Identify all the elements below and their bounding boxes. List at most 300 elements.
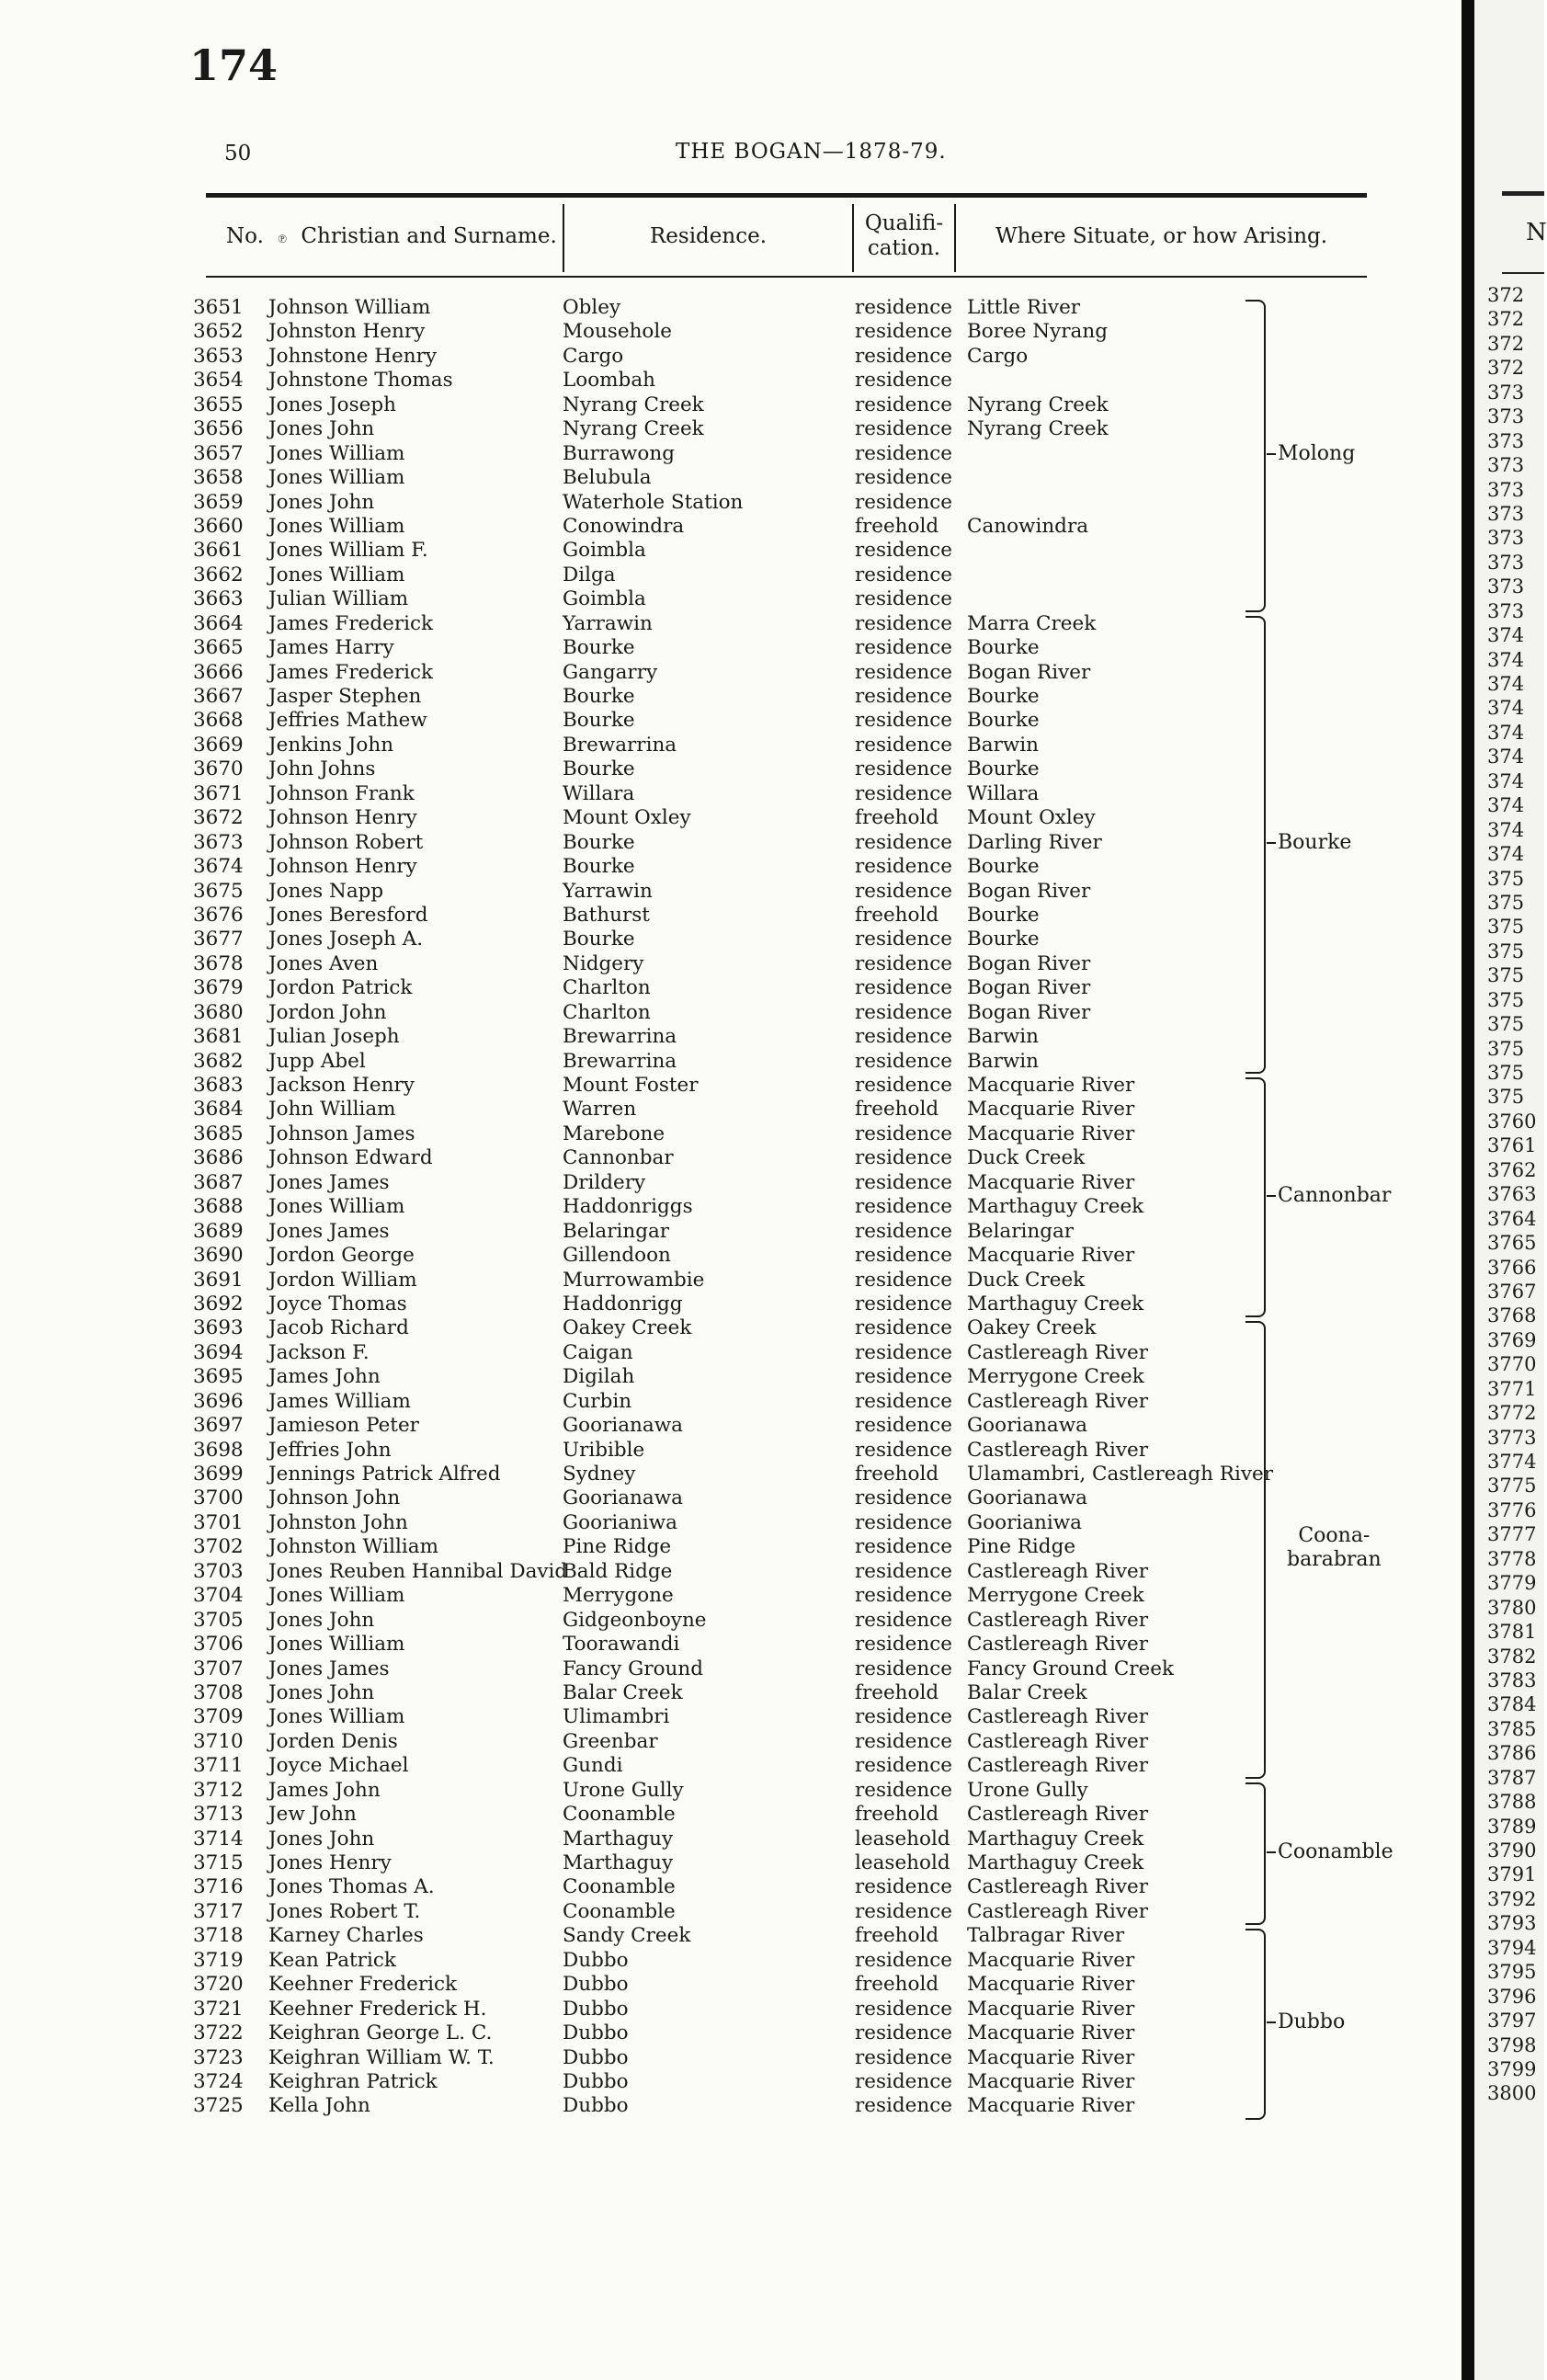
table-row [0,928,1462,951]
entry-residence: Uribible [563,1438,645,1462]
table-row [0,417,1462,441]
entry-name: Jones Joseph A. [268,928,424,951]
table-row [0,1511,1462,1535]
entry-name: Jordon William [268,1268,417,1292]
entry-residence: Haddonriggs [563,1195,693,1219]
entry-qualification: residence [855,1584,953,1608]
column-header-residence: Residence. [649,224,768,248]
entry-name: Johnston William [268,1535,438,1559]
facing-page-number: 3778 [1487,1547,1537,1570]
entry-where-situate: Bourke [967,685,1040,708]
facing-page-number: 375 [1487,891,1525,914]
entry-number: 3669 [193,733,244,757]
entry-where-situate: Marthaguy Creek [967,1851,1144,1874]
table-row [0,1949,1462,1973]
entry-where-situate: Macquarie River [967,1074,1135,1097]
entry-where-situate: Oakey Creek [967,1316,1097,1340]
entry-qualification: residence [855,296,953,319]
district-bracket [1246,1321,1266,1780]
entry-name: Jennings Patrick Alfred [268,1463,501,1486]
column-header-no: No. [226,224,264,248]
entry-name: Jordon Patrick [268,976,413,1000]
entry-qualification: residence [855,636,953,660]
entry-name: Jones Napp [268,879,384,903]
table-row [0,515,1462,539]
facing-page-number: 374 [1487,769,1525,792]
entry-number: 3668 [193,709,244,733]
entry-number: 3680 [193,1000,244,1024]
table-row [0,806,1462,830]
entry-name: Johnstone Henry [268,344,438,368]
table-row [0,1486,1462,1510]
entry-residence: Nyrang Creek [563,393,704,416]
facing-page-number: 3764 [1487,1207,1537,1230]
entry-qualification: residence [855,539,953,563]
entry-qualification: freehold [855,903,939,927]
district-label [1267,442,1355,466]
entry-residence: Toorawandi [563,1633,680,1657]
entry-name: Jones William [268,441,405,465]
facing-page-number: 3781 [1487,1621,1537,1644]
entry-where-situate: Willara [967,781,1040,805]
entry-qualification: freehold [855,1680,939,1704]
facing-page-number: 3783 [1487,1668,1537,1691]
table-row [0,369,1462,393]
entry-name: Keighran Patrick [268,2069,438,2093]
district-name: Molong [1278,441,1356,465]
entry-name: Johnson John [268,1486,401,1510]
bracket-point [1267,2021,1276,2023]
entry-qualification: residence [855,587,953,611]
entry-where-situate: Nyrang Creek [967,393,1109,416]
entry-qualification: residence [855,1510,953,1534]
table-row [0,855,1462,879]
facing-page-number: 372 [1487,357,1525,380]
entry-where-situate: Marra Creek [967,611,1097,635]
district-label [1287,1524,1382,1572]
table-row [0,831,1462,855]
entry-name: Jones John [268,1680,375,1704]
entry-number: 3707 [193,1657,244,1680]
facing-page-number: 3776 [1487,1498,1537,1521]
entry-residence: Bourke [563,685,635,708]
facing-page-number: 3765 [1487,1232,1537,1255]
entry-residence: Murrowambie [563,1268,705,1292]
entry-number: 3709 [193,1705,244,1729]
entry-where-situate: Belaringar [967,1219,1075,1243]
entry-qualification: residence [855,466,953,490]
entry-where-situate: Fancy Ground Creek [967,1657,1175,1680]
entry-where-situate: Castlereagh River [967,1705,1149,1729]
entry-name: Julian William [268,587,409,611]
entry-where-situate: Castlereagh River [967,1875,1149,1899]
entry-where-situate: Bogan River [967,976,1091,1000]
table-row [0,1098,1462,1122]
facing-page-number: 3786 [1487,1742,1537,1765]
entry-name: Jones John [268,1827,375,1850]
facing-page-number: 373 [1487,478,1525,501]
table-row [0,1973,1462,1997]
facing-page-number: 3761 [1487,1134,1537,1157]
entry-qualification: residence [855,928,953,951]
page-number: 174 [189,40,279,90]
entry-where-situate: Marthaguy Creek [967,1292,1144,1315]
entry-residence: Merrygone [563,1584,674,1608]
entry-number: 3660 [193,514,244,538]
column-header-qualification: Qualifi-cation. [864,211,944,260]
entry-name: Jacob Richard [268,1316,409,1340]
entry-residence: Dubbo [563,2045,629,2069]
table-row [0,1390,1462,1414]
entry-where-situate: Bogan River [967,951,1091,975]
facing-page-number: 3767 [1487,1280,1537,1303]
entry-qualification: leasehold [855,1827,950,1850]
entry-name: Johnson Robert [268,830,424,854]
entry-residence: Marthaguy [563,1851,674,1874]
facing-page-number: 3766 [1487,1256,1537,1279]
entry-where-situate: Duck Creek [967,1146,1086,1170]
entry-residence: Bourke [563,757,635,781]
entry-qualification: residence [855,1074,953,1097]
entry-qualification: residence [855,393,953,416]
entry-name: Johnson Henry [268,855,417,879]
facing-page-number: 3799 [1487,2057,1537,2080]
entry-number: 3658 [193,466,244,490]
facing-page-number: 3760 [1487,1110,1537,1133]
entry-number: 3689 [193,1219,244,1243]
book-gutter [1462,0,1474,2380]
entry-name: Kean Patrick [268,1948,396,1972]
facing-page-number: 3772 [1487,1402,1537,1425]
entry-number: 3719 [193,1948,244,1972]
entry-name: Jones William [268,563,405,586]
entry-name: James Frederick [268,611,434,635]
table-row [0,1803,1462,1827]
entry-number: 3692 [193,1292,244,1315]
entry-name: Johnson William [268,296,431,319]
entry-name: Jones Joseph [268,393,396,416]
sub-page-number: 50 [224,142,252,165]
table-row [0,904,1462,928]
facing-page-number: 374 [1487,746,1525,769]
entry-name: Jones John [268,1608,375,1632]
facing-page-number: 3797 [1487,2010,1537,2033]
entry-number: 3686 [193,1146,244,1170]
entry-name: Jeffries John [268,1438,392,1462]
facing-page-number: 3780 [1487,1596,1537,1619]
facing-page-number: 3789 [1487,1815,1537,1838]
entry-where-situate: Bourke [967,709,1040,733]
table-row [0,1292,1462,1316]
facing-page-header: N [1526,219,1547,246]
table-row [0,1633,1462,1657]
entry-where-situate: Goorianiwa [967,1510,1082,1534]
entry-qualification: residence [855,1025,953,1049]
entry-qualification: residence [855,417,953,441]
entry-residence: Gillendoon [563,1244,671,1268]
entry-name: Joyce Michael [268,1754,409,1778]
entry-name: Jones James [268,1657,390,1680]
entry-number: 3712 [193,1778,244,1802]
entry-name: Jamieson Peter [268,1414,419,1438]
entry-name: Jones Reuben Hannibal David [268,1559,568,1583]
entry-residence: Drildery [563,1170,646,1194]
entry-residence: Coonamble [563,1899,676,1923]
entry-number: 3693 [193,1316,244,1340]
table-row [0,1025,1462,1049]
entry-name: Jones James [268,1219,390,1243]
entry-number: 3683 [193,1074,244,1097]
entry-name: James Frederick [268,660,434,684]
running-title: THE BOGAN—1878-79. [676,140,947,164]
facing-page-number: 3779 [1487,1572,1537,1595]
entry-name: James John [268,1778,381,1802]
entry-where-situate: Barwin [967,1049,1040,1073]
entry-number: 3716 [193,1875,244,1899]
entry-name: Jones William [268,1584,405,1608]
column-header-name: Christian and Surname. [301,224,557,248]
entry-qualification: residence [855,1389,953,1413]
facing-page-numbers [1487,283,1536,2106]
district-bracket [1246,1077,1266,1317]
entry-residence: Dubbo [563,1997,629,2021]
entry-number: 3659 [193,490,244,514]
entry-where-situate: Macquarie River [967,1098,1135,1122]
table-row [0,2046,1462,2070]
entry-name: Jones William [268,1705,405,1729]
entry-number: 3665 [193,636,244,660]
entry-number: 3663 [193,587,244,611]
entry-residence: Caigan [563,1340,633,1364]
facing-page-number: 3782 [1487,1645,1537,1668]
entry-name: John Johns [268,757,376,781]
entry-name: Jew John [268,1803,357,1827]
district-label [1267,1840,1393,1864]
entry-residence: Brewarrina [563,1049,677,1073]
entry-residence: Bourke [563,928,635,951]
table-row [0,1341,1462,1365]
entry-qualification: residence [855,344,953,368]
entry-where-situate: Macquarie River [967,2094,1135,2118]
entry-qualification: residence [855,441,953,465]
entry-residence: Loombah [563,369,655,393]
entry-qualification: residence [855,1705,953,1729]
facing-page-number: 3796 [1487,1985,1537,2008]
entry-residence: Marebone [563,1122,665,1145]
entry-number: 3674 [193,855,244,879]
entry-residence: Mount Foster [563,1074,699,1097]
table-row [0,636,1462,660]
entry-qualification: residence [855,1146,953,1170]
entry-name: Johnson James [268,1122,415,1145]
district-bracket [1246,300,1266,612]
entry-name: Johnstone Thomas [268,369,453,393]
table-row [0,1875,1462,1899]
entry-where-situate: Castlereagh River [967,1899,1149,1923]
entry-qualification: residence [855,2069,953,2093]
entry-qualification: leasehold [855,1851,950,1874]
entry-number: 3723 [193,2045,244,2069]
entry-residence: Coonamble [563,1875,676,1899]
entry-name: James John [268,1365,381,1389]
table-row [0,1584,1462,1608]
entry-residence: Goorianawa [563,1414,683,1438]
entry-qualification: residence [855,709,953,733]
table-row [0,1463,1462,1486]
facing-page-number: 3771 [1487,1377,1537,1400]
entry-where-situate: Castlereagh River [967,1633,1149,1657]
district-name: Dubbo [1278,2010,1346,2033]
entry-where-situate: Castlereagh River [967,1389,1149,1413]
entry-qualification: residence [855,1049,953,1073]
facing-page-number: 373 [1487,551,1525,574]
facing-page-number: 373 [1487,502,1525,525]
entry-where-situate: Bourke [967,928,1040,951]
table-row [0,1001,1462,1025]
table-row [0,1924,1462,1948]
entry-number: 3681 [193,1025,244,1049]
facing-page-number: 373 [1487,381,1525,404]
table-row [0,1122,1462,1146]
facing-page-header-rule [1502,272,1544,274]
entry-name: Jeffries Mathew [268,709,427,733]
facing-page-number: 375 [1487,867,1525,890]
entry-number: 3711 [193,1754,244,1778]
entry-number: 3696 [193,1389,244,1413]
facing-page-number: 3793 [1487,1912,1537,1935]
entry-qualification: residence [855,1438,953,1462]
entry-number: 3679 [193,976,244,1000]
facing-page-number: 372 [1487,308,1525,331]
facing-page-number: 374 [1487,843,1525,866]
table-row [0,442,1462,466]
entry-number: 3694 [193,1340,244,1364]
facing-page-number: 3762 [1487,1158,1537,1181]
entry-number: 3724 [193,2069,244,2093]
entry-name: Jackson F. [268,1340,370,1364]
entry-qualification: residence [855,1414,953,1438]
entry-residence: Fancy Ground [563,1657,703,1680]
entry-residence: Bathurst [563,903,650,927]
header-rule [206,276,1367,278]
entry-number: 3704 [193,1584,244,1608]
table-row [0,393,1462,417]
table-row [0,734,1462,757]
entry-number: 3715 [193,1851,244,1874]
entry-number: 3682 [193,1049,244,1073]
facing-page-number: 3769 [1487,1328,1537,1351]
entry-residence: Coonamble [563,1803,676,1827]
entry-number: 3657 [193,441,244,465]
entry-residence: Warren [563,1098,637,1122]
entry-name: Jorden Denis [268,1729,398,1753]
entry-number: 3661 [193,539,244,563]
facing-page-number: 375 [1487,1013,1525,1036]
table-row [0,1609,1462,1633]
table-row [0,1365,1462,1389]
entry-number: 3685 [193,1122,244,1145]
column-header-where: Where Situate, or how Arising. [995,224,1328,248]
entry-qualification: residence [855,1948,953,1972]
entry-number: 3675 [193,879,244,903]
entry-qualification: freehold [855,1463,939,1486]
entry-where-situate: Macquarie River [967,1170,1135,1194]
facing-page-number: 3788 [1487,1791,1537,1814]
entry-qualification: residence [855,1899,953,1923]
entry-where-situate: Castlereagh River [967,1340,1149,1364]
entry-number: 3655 [193,393,244,416]
facing-page-number: 373 [1487,429,1525,452]
entry-name: Johnson Frank [268,781,415,805]
entry-number: 3706 [193,1633,244,1657]
entry-residence: Gangarry [563,660,658,684]
entry-name: Jones Robert T. [268,1899,421,1923]
entry-number: 3714 [193,1827,244,1850]
facing-page-number: 3777 [1487,1523,1537,1546]
facing-page-number: 3775 [1487,1475,1537,1497]
entry-residence: Oakey Creek [563,1316,692,1340]
entry-number: 3699 [193,1463,244,1486]
entry-where-situate: Little River [967,296,1081,319]
entry-residence: Yarrawin [563,611,653,635]
entry-number: 3673 [193,830,244,854]
table-row [0,1828,1462,1851]
entry-residence: Urone Gully [563,1778,684,1802]
entry-name: Johnston John [268,1510,408,1534]
entry-number: 3710 [193,1729,244,1753]
entry-where-situate: Macquarie River [967,2069,1135,2093]
column-header-no-name [206,224,583,252]
facing-page-number: 373 [1487,454,1525,477]
entry-residence: Obley [563,296,621,319]
entry-residence: Dubbo [563,2094,629,2118]
entry-qualification: residence [855,369,953,393]
entry-name: Jones William [268,466,405,490]
facing-page-number: 374 [1487,721,1525,744]
entry-number: 3722 [193,2021,244,2045]
entry-where-situate: Bourke [967,636,1040,660]
entry-where-situate: Bourke [967,757,1040,781]
table-row [0,491,1462,515]
entry-name: Jones James [268,1170,390,1194]
table-row [0,1681,1462,1705]
entry-where-situate: Merrygone Creek [967,1584,1144,1608]
entry-name: Keighran George L. C. [268,2021,493,2045]
entry-number: 3713 [193,1803,244,1827]
entry-where-situate: Goorianawa [967,1486,1087,1510]
entry-where-situate: Bourke [967,855,1040,879]
table-row [0,1900,1462,1924]
entry-residence: Dubbo [563,2021,629,2045]
table-row [0,757,1462,781]
entry-qualification: freehold [855,1973,939,1997]
district-bracket [1246,616,1266,1075]
table-row [0,880,1462,904]
entry-residence: Greenbar [563,1729,658,1753]
facing-page-number: 375 [1487,916,1525,939]
facing-page-number: 3794 [1487,1936,1537,1959]
table-row [0,976,1462,1000]
entry-name: Johnson Henry [268,806,417,830]
entry-residence: Bourke [563,709,635,733]
entry-number: 3690 [193,1244,244,1268]
entry-where-situate: Castlereagh River [967,1729,1149,1753]
entry-residence: Cannonbar [563,1146,674,1170]
entry-number: 3702 [193,1535,244,1559]
entry-number: 3691 [193,1268,244,1292]
entry-qualification: residence [855,563,953,586]
table-row [0,466,1462,490]
